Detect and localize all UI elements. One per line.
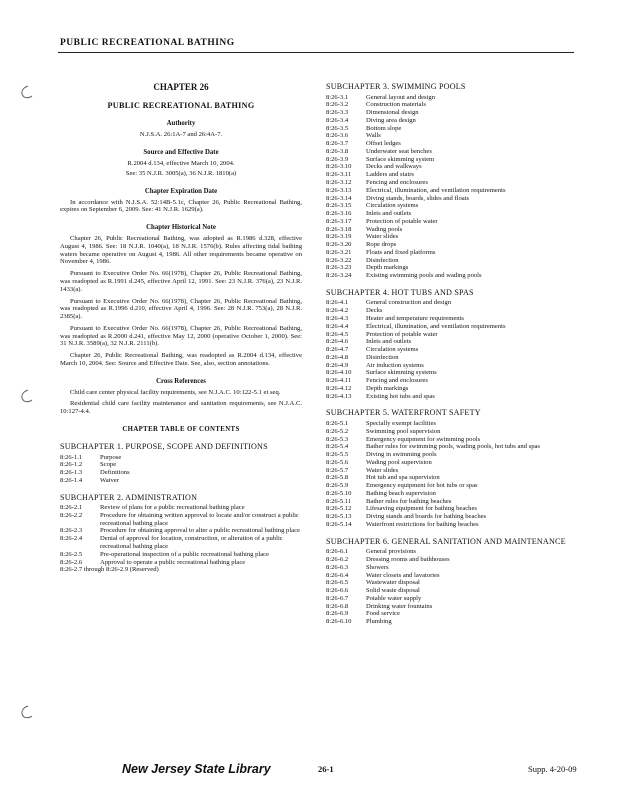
section-title: Purpose <box>100 453 122 461</box>
section-title: Specially exempt facilities <box>366 419 436 427</box>
section-number: 8:26-4.10 <box>326 369 352 377</box>
toc-row <box>326 264 578 272</box>
toc-row <box>60 504 302 512</box>
chapter-title: PUBLIC RECREATIONAL BATHING <box>107 100 255 110</box>
section-title: Water slides <box>366 233 399 241</box>
section-title: Construction materials <box>366 101 426 109</box>
section-number: 8:26-3.23 <box>326 264 352 272</box>
section-title: Swimming pool supervision <box>366 427 441 435</box>
toc-row <box>326 618 578 626</box>
section-number: 8:26-2.4 <box>60 535 83 543</box>
section-number: 8:26-6.3 <box>326 563 349 571</box>
toc-row <box>326 513 578 521</box>
toc-row <box>326 210 578 218</box>
toc-row <box>326 307 578 315</box>
section-number: 8:26-4.12 <box>326 384 352 392</box>
section-number: 8:26-3.8 <box>326 147 349 155</box>
section-title: Wading pools <box>366 225 403 233</box>
section-title: Protection of potable water <box>366 330 438 338</box>
section-number: 8:26-6.9 <box>326 610 349 618</box>
toc-row <box>326 187 578 195</box>
section-title: Depth markings <box>366 384 409 392</box>
section-number: 8:26-3.16 <box>326 210 352 218</box>
source-line: R.2004 d.134, effective March 10, 2004. <box>127 160 235 168</box>
toc-list <box>326 94 578 280</box>
toc-row <box>326 101 578 109</box>
section-title: Showers <box>366 563 389 571</box>
left-column <box>60 82 302 574</box>
section-title: Water closets and lavatories <box>366 571 440 579</box>
toc-row <box>60 512 302 528</box>
section-title: Denial of approval for location, construction, or alteration of a public recreational bathing place <box>100 535 283 550</box>
section-number: 8:26-3.2 <box>326 101 349 109</box>
running-head: PUBLIC RECREATIONAL BATHING <box>60 38 235 48</box>
toc-list <box>326 299 578 400</box>
section-number: 8:26-3.15 <box>326 202 352 210</box>
section-title: Emergency equipment for hot tubs or spas <box>366 482 478 490</box>
toc-row <box>60 454 302 462</box>
toc-row <box>326 385 578 393</box>
history-paragraph: Chapter 26, Public Recreational Bathing, was readopted as R.2004 d.134, effective March 10, 2004. See: Source and Effective Date. See, also, section annotations. <box>60 352 302 367</box>
section-title: General layout and design <box>366 93 436 101</box>
toc-list <box>326 420 578 529</box>
toc-row <box>326 148 578 156</box>
section-number: 8:26-4.9 <box>326 361 349 369</box>
history-paragraph: Chapter 26, Public Recreational Bathing, was adopted as R.1986 d.328, effective August 4, 1986. See: 18 N.J.R. 1040(a), 18 N.J.R. 1576(b). Rules affecting tidal bathing waters became operative on August 4, 1986. All other requirements became operative on November 4, 1986. <box>60 235 302 266</box>
section-title: Approval to operate a public recreational bathing place <box>100 558 246 566</box>
section-number: 8:26-3.10 <box>326 163 352 171</box>
toc-row <box>326 323 578 331</box>
section-title: Diving stands, boards, slides and floats <box>366 194 470 202</box>
toc-row <box>60 535 302 551</box>
section-number: 8:26-5.1 <box>326 419 349 427</box>
section-title: Plumbing <box>366 618 392 626</box>
section-number: 8:26-5.9 <box>326 482 349 490</box>
toc-row <box>60 527 302 535</box>
toc-row <box>326 595 578 603</box>
toc-row <box>326 257 578 265</box>
section-title: Floats and fixed platforms <box>366 248 436 256</box>
section-number: 8:26-1.2 <box>60 461 83 469</box>
section-number: 8:26-6.10 <box>326 618 352 626</box>
section-title: Underwater seat benches <box>366 147 432 155</box>
section-number: 8:26-4.5 <box>326 330 349 338</box>
section-number: 8:26-4.7 <box>326 346 349 354</box>
section-title: Waterfront restrictions for bathing beaches <box>366 520 479 528</box>
toc-row <box>326 490 578 498</box>
section-title: Offset ledges <box>366 140 401 148</box>
reserved-sections: 8:26-2.7 through 8:26-2.9 (Reserved) <box>60 566 159 574</box>
toc-row <box>326 226 578 234</box>
section-title: Wading pool supervision <box>366 458 432 466</box>
section-number: 8:26-5.4 <box>326 443 349 451</box>
section-title: Rope drops <box>366 241 397 249</box>
section-number: 8:26-5.10 <box>326 489 352 497</box>
section-number: 8:26-3.9 <box>326 155 349 163</box>
section-number: 8:26-4.3 <box>326 315 349 322</box>
section-number: 8:26-4.8 <box>326 353 349 361</box>
subchapter-title: SUBCHAPTER 3. SWIMMING POOLS <box>326 82 466 91</box>
section-number: 8:26-4.2 <box>326 307 349 315</box>
toc-row <box>326 331 578 339</box>
section-number: 8:26-3.13 <box>326 186 352 194</box>
section-title: Food service <box>366 610 400 618</box>
section-number: 8:26-5.7 <box>326 466 349 474</box>
section-title: Hot tub and spa supervision <box>366 474 440 482</box>
toc-row <box>326 467 578 475</box>
toc-row <box>326 443 578 451</box>
section-number: 8:26-4.4 <box>326 322 349 330</box>
toc-row <box>326 202 578 210</box>
history-heading: Chapter Historical Note <box>146 224 216 232</box>
section-number: 8:26-2.6 <box>60 558 83 566</box>
toc-row <box>326 233 578 241</box>
toc-row <box>326 474 578 482</box>
section-number: 8:26-6.6 <box>326 587 349 595</box>
section-title: Circulation systems <box>366 346 419 354</box>
toc-row <box>326 572 578 580</box>
section-number: 8:26-2.1 <box>60 504 83 512</box>
toc-row <box>326 451 578 459</box>
cross-reference: Child care center physical facility requirements, see N.J.A.C. 10:122-5.1 et seq. <box>70 388 281 396</box>
authority-heading: Authority <box>166 120 196 128</box>
section-title: Bathing beach supervision <box>366 489 436 497</box>
cross-reference: Residential child care facility maintenance and sanitation requirements, see N.J.A.C. 10:127-4.4. <box>60 400 302 416</box>
section-number: 8:26-4.6 <box>326 338 349 346</box>
section-title: Scope <box>100 461 117 469</box>
toc-heading: CHAPTER TABLE OF CONTENTS <box>122 425 240 433</box>
subchapter-title: SUBCHAPTER 5. WATERFRONT SAFETY <box>326 408 481 418</box>
section-number: 8:26-3.3 <box>326 109 349 117</box>
section-title: Air induction systems <box>366 361 424 369</box>
subchapter-title: SUBCHAPTER 2. ADMINISTRATION <box>60 492 198 502</box>
section-title: Surface skimming systems <box>366 369 437 377</box>
section-number: 8:26-3.24 <box>326 272 352 280</box>
section-title: Surface skimming system <box>366 155 435 163</box>
source-line: See: 35 N.J.R. 3005(a), 36 N.J.R. 1810(a) <box>125 169 237 177</box>
section-title: Water slides <box>366 466 399 474</box>
section-number: 8:26-5.3 <box>326 435 349 443</box>
toc-row <box>326 548 578 556</box>
section-number: 8:26-3.12 <box>326 178 352 186</box>
toc-list <box>60 504 302 566</box>
section-number: 8:26-3.1 <box>326 93 349 101</box>
toc-row <box>326 556 578 564</box>
toc-row <box>326 179 578 187</box>
section-title: Protection of potable water <box>366 217 438 225</box>
section-title: Decks <box>366 307 383 315</box>
section-title: Definitions <box>100 469 130 477</box>
toc-row <box>326 241 578 249</box>
section-title: Circulation systems <box>366 202 419 210</box>
toc-row <box>326 521 578 529</box>
section-number: 8:26-5.5 <box>326 451 349 459</box>
section-number: 8:26-6.2 <box>326 556 349 563</box>
toc-row <box>60 477 302 485</box>
section-title: Pre-operational inspection of a public recreational bathing place <box>100 550 269 558</box>
toc-row <box>326 195 578 203</box>
section-title: Solid waste disposal <box>366 587 420 595</box>
toc-row <box>60 469 302 477</box>
toc-row <box>326 140 578 148</box>
section-title: Diving area design <box>366 116 416 124</box>
section-title: Bather rules for swimming pools, wading pools, hot tubs and spas <box>366 443 540 451</box>
section-number: 8:26-1.1 <box>60 453 83 461</box>
toc-row <box>60 551 302 559</box>
section-number: 8:26-3.11 <box>326 171 352 179</box>
toc-row <box>326 125 578 133</box>
section-number: 8:26-3.20 <box>326 241 352 249</box>
toc-row <box>326 171 578 179</box>
toc-row <box>326 354 578 362</box>
toc-row <box>326 299 578 307</box>
section-title: Ladders and stairs <box>366 171 414 179</box>
section-title: Diving in swimming pools <box>366 451 437 459</box>
section-title: Wastewater disposal <box>366 579 420 587</box>
toc-row <box>326 117 578 125</box>
section-number: 8:26-2.3 <box>60 527 83 535</box>
right-column <box>326 82 578 626</box>
section-title: Walls <box>366 132 381 140</box>
section-title: Bottom slope <box>366 124 402 132</box>
section-title: Electrical, illumination, and ventilation requirements <box>366 322 506 330</box>
toc-row <box>326 346 578 354</box>
header-rule <box>58 52 574 53</box>
section-title: Dimensional design <box>366 109 419 117</box>
section-title: Existing hot tubs and spas <box>366 392 435 400</box>
section-number: 8:26-3.7 <box>326 140 349 148</box>
section-number: 8:26-4.1 <box>326 299 349 307</box>
section-title: Disinfection <box>366 256 399 264</box>
section-title: Existing swimming pools and wading pools <box>366 272 482 280</box>
section-title: Heater and temperature requirements <box>366 315 464 322</box>
toc-row <box>326 579 578 587</box>
section-title: Inlets and outlets <box>366 210 412 218</box>
section-number: 8:26-3.6 <box>326 132 349 140</box>
subchapter-title: SUBCHAPTER 1. PURPOSE, SCOPE AND DEFINITIONS <box>60 441 268 451</box>
punch-hole-mark-icon <box>16 388 38 404</box>
section-number: 8:26-3.4 <box>326 116 349 124</box>
section-number: 8:26-1.4 <box>60 476 83 484</box>
history-paragraph: Pursuant to Executive Order No. 66(1978), Chapter 26, Public Recreational Bathing, was readopted as R.1996 d.210, effective April 4, 1996. See: 28 N.J.R. 753(a), 28 N.J.R. 2385(a). <box>60 297 302 321</box>
toc-row <box>60 461 302 469</box>
section-number: 8:26-2.2 <box>60 511 83 519</box>
section-title: Depth markings <box>366 264 409 272</box>
section-number: 8:26-3.19 <box>326 233 352 241</box>
toc-row <box>326 338 578 346</box>
toc-row <box>326 109 578 117</box>
section-number: 8:26-5.6 <box>326 458 349 466</box>
toc-row <box>326 505 578 513</box>
section-number: 8:26-1.3 <box>60 469 83 477</box>
cross-references-heading: Cross References <box>156 377 206 385</box>
section-title: Waiver <box>100 476 119 484</box>
section-title: Electrical, illumination, and ventilation requirements <box>366 186 506 194</box>
subchapter-title: SUBCHAPTER 4. HOT TUBS AND SPAS <box>326 287 474 297</box>
toc-list <box>60 454 302 485</box>
section-number: 8:26-6.8 <box>326 602 349 610</box>
toc-row <box>326 132 578 140</box>
section-number: 8:26-5.2 <box>326 427 349 435</box>
section-title: Bather rules for bathing beaches <box>366 497 452 505</box>
authority-text: N.J.S.A. 26:1A-7 and 26:4A-7. <box>139 131 223 139</box>
section-title: General provisions <box>366 548 416 556</box>
toc-list <box>326 548 578 626</box>
supplement-date: Supp. 4-20-09 <box>528 764 577 774</box>
section-title: Fencing and enclosures <box>366 178 428 186</box>
toc-row <box>326 610 578 618</box>
expiration-heading: Chapter Expiration Date <box>144 187 218 195</box>
section-number: 8:26-6.7 <box>326 594 349 602</box>
section-number: 8:26-3.18 <box>326 225 352 233</box>
section-title: Emergency equipment for swimming pools <box>366 435 481 443</box>
section-number: 8:26-5.8 <box>326 474 349 482</box>
section-number: 8:26-5.11 <box>326 497 352 505</box>
page-number: 26-1 <box>318 764 334 774</box>
section-number: 8:26-4.11 <box>326 377 352 385</box>
section-number: 8:26-2.5 <box>60 550 83 558</box>
toc-row <box>326 420 578 428</box>
section-title: Disinfection <box>366 353 399 361</box>
subchapter-title: SUBCHAPTER 6. GENERAL SANITATION AND MAINTENANCE <box>326 536 566 546</box>
toc-row <box>326 393 578 401</box>
toc-row <box>326 428 578 436</box>
section-number: 8:26-5.14 <box>326 520 352 528</box>
section-number: 8:26-3.17 <box>326 217 352 225</box>
section-title: Inlets and outlets <box>366 338 412 346</box>
toc-row <box>326 218 578 226</box>
section-title: Decks and walkways <box>366 163 422 171</box>
section-number: 8:26-3.21 <box>326 248 352 256</box>
history-paragraph: Pursuant to Executive Order No. 66(1978), Chapter 26, Public Recreational Bathing, was readopted as R.2000 d.241, effective May 12, 2000 (operative October 1, 2000). See: 31 N.J.R. 3589(a), 32 N.J.R. 2111(b). <box>60 324 302 348</box>
section-number: 8:26-6.1 <box>326 548 349 556</box>
source-heading: Source and Effective Date <box>143 149 219 157</box>
toc-row <box>326 587 578 595</box>
expiration-text: In accordance with N.J.S.A. 52:14B-5.1c, Chapter 26, Public Recreational Bathing, expires on September 6, 2009. See: 41 N.J.R. 1629(a). <box>60 198 302 214</box>
toc-row <box>326 459 578 467</box>
section-title: Drinking water fountains <box>366 602 433 610</box>
toc-row <box>326 603 578 611</box>
section-title: Review of plans for a public recreational bathing place <box>100 504 245 512</box>
history-paragraph: Pursuant to Executive Order No. 66(1978), Chapter 26, Public Recreational Bathing, was readopted as R.1991 d.245, effective April 12, 1991. See: 23 N.J.R. 376(a), 23 N.J.R. 1433(a). <box>60 270 302 293</box>
toc-row <box>326 94 578 102</box>
section-title: Procedure for obtaining approval to alter a public recreational bathing place <box>100 527 300 535</box>
section-number: 8:26-3.5 <box>326 124 349 132</box>
section-number: 8:26-3.14 <box>326 194 352 202</box>
section-title: Fencing and enclosures <box>366 377 428 385</box>
section-title: Dressing rooms and bathhouses <box>366 556 450 563</box>
toc-row <box>326 272 578 280</box>
section-number: 8:26-4.13 <box>326 392 352 400</box>
section-number: 8:26-6.4 <box>326 571 349 579</box>
section-number: 8:26-3.22 <box>326 256 352 264</box>
section-title: Procedure for obtaining written approval to locate and/or construct a public recreational bathing place <box>100 511 299 527</box>
toc-row <box>326 482 578 490</box>
toc-row <box>326 156 578 164</box>
toc-row <box>326 362 578 370</box>
library-watermark: New Jersey State Library <box>122 762 271 776</box>
punch-hole-mark-icon <box>16 84 38 100</box>
section-title: Potable water supply <box>366 594 422 602</box>
toc-row <box>326 377 578 385</box>
punch-hole-mark-icon <box>16 704 38 720</box>
toc-row <box>60 559 302 567</box>
toc-row <box>326 369 578 377</box>
toc-row <box>326 163 578 171</box>
section-number: 8:26-5.12 <box>326 505 352 513</box>
toc-row <box>326 498 578 506</box>
section-number: 8:26-5.13 <box>326 513 352 521</box>
toc-row <box>326 436 578 444</box>
toc-row <box>326 315 578 323</box>
section-number: 8:26-6.5 <box>326 579 349 587</box>
section-title: Diving stands and boards for bathing beaches <box>366 513 487 521</box>
section-title: General construction and design <box>366 299 452 307</box>
toc-row <box>326 564 578 572</box>
chapter-number: CHAPTER 26 <box>153 82 209 92</box>
section-title: Lifesaving equipment for bathing beaches <box>366 505 477 513</box>
toc-row <box>326 249 578 257</box>
